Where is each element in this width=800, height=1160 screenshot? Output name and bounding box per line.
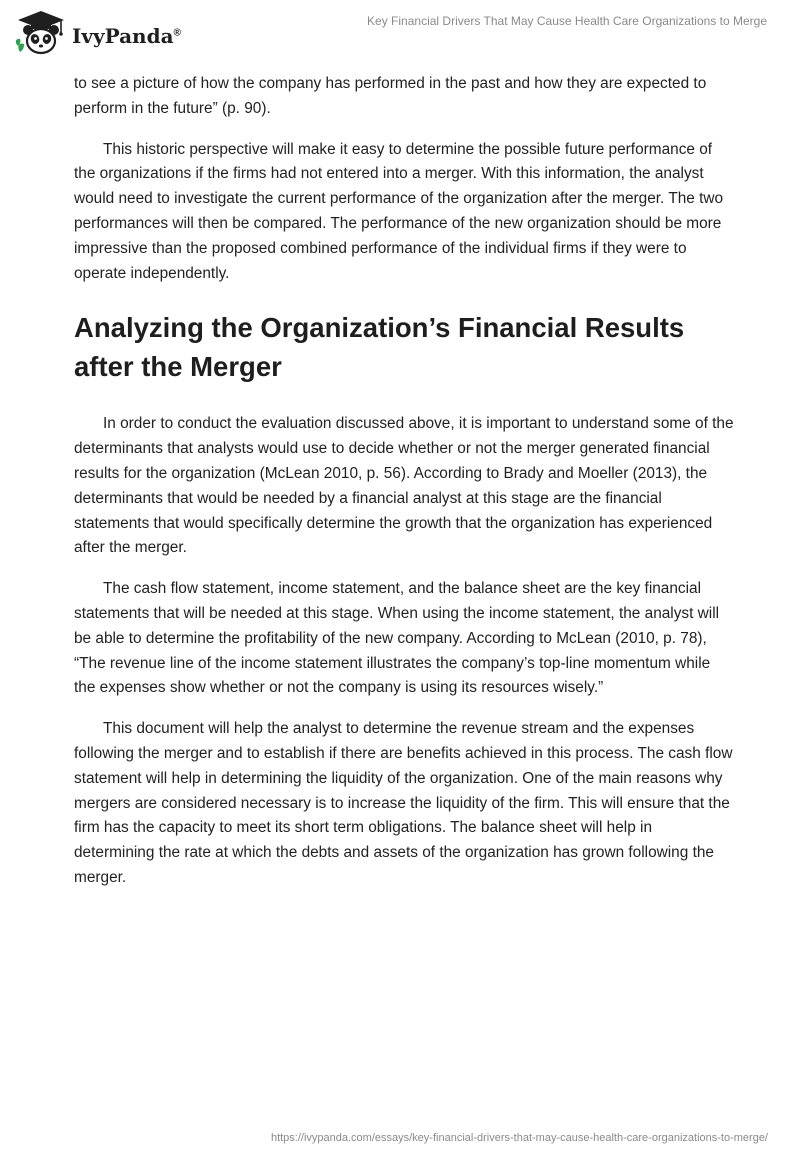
panda-graduate-logo-icon xyxy=(14,8,68,58)
brand-name: IvyPanda® xyxy=(72,24,181,48)
registered-mark: ® xyxy=(173,27,181,39)
paragraph: This historic perspective will make it easy to determine the possible future performance of the organizations if the firms had not entered into a merger. With this information, the analyst would need to investigate the current performance of the organization after the merger. The two performances will then be compared. The performance of the new organization should be more impressive than the proposed combined performance of the individual firms if they were to operate independently. xyxy=(74,140,724,282)
paragraph: In order to conduct the evaluation discussed above, it is important to understand some of the determinants that analysts would use to decide whether or not the merger generated financial results for the organization (McLean 2010, p. 56). According to Brady and Moeller (2013), the determinants that would be needed by a financial analyst at this stage are the financial statements that would specifically determine the growth that the organization has experienced after the merger. xyxy=(74,415,734,557)
ivypanda-logo[interactable] xyxy=(14,8,181,58)
section-heading: Analyzing the Organization’s Financial Results after the Merger xyxy=(74,312,685,383)
essay-content xyxy=(74,72,734,907)
paragraph: This document will help the analyst to determine the revenue stream and the expenses following the merger and to establish if there are benefits achieved in this process. The cash flow statement will help in determining the liquidity of the organization. One of the main reasons why mergers are considered necessary is to increase the liquidity of the firm. This will ensure that the firm has the capacity to meet its short term obligations. The balance sheet will help in determining the rate at which the debts and assets of the organization has grown following the merger. xyxy=(74,720,733,886)
page-header xyxy=(0,0,800,64)
document-title: Key Financial Drivers That May Cause Health Care Organizations to Merge xyxy=(367,14,767,28)
paragraph-continued: to see a picture of how the company has performed in the past and how they are expected to perform in the future” (p. 90). xyxy=(74,75,707,117)
paragraph: The cash flow statement, income statement, and the balance sheet are the key financial statements that will be needed at this stage. When using the income statement, the analyst will be able to determine the profitability of the new company. According to McLean (2010, p. 78), “The revenue line of the income statement illustrates the company’s top-line momentum while the expenses show whether or not the company is using its resources wisely.” xyxy=(74,580,720,697)
source-url[interactable]: https://ivypanda.com/essays/key-financial-drivers-that-may-cause-health-care-organizations-to-merge/ xyxy=(270,1132,768,1144)
